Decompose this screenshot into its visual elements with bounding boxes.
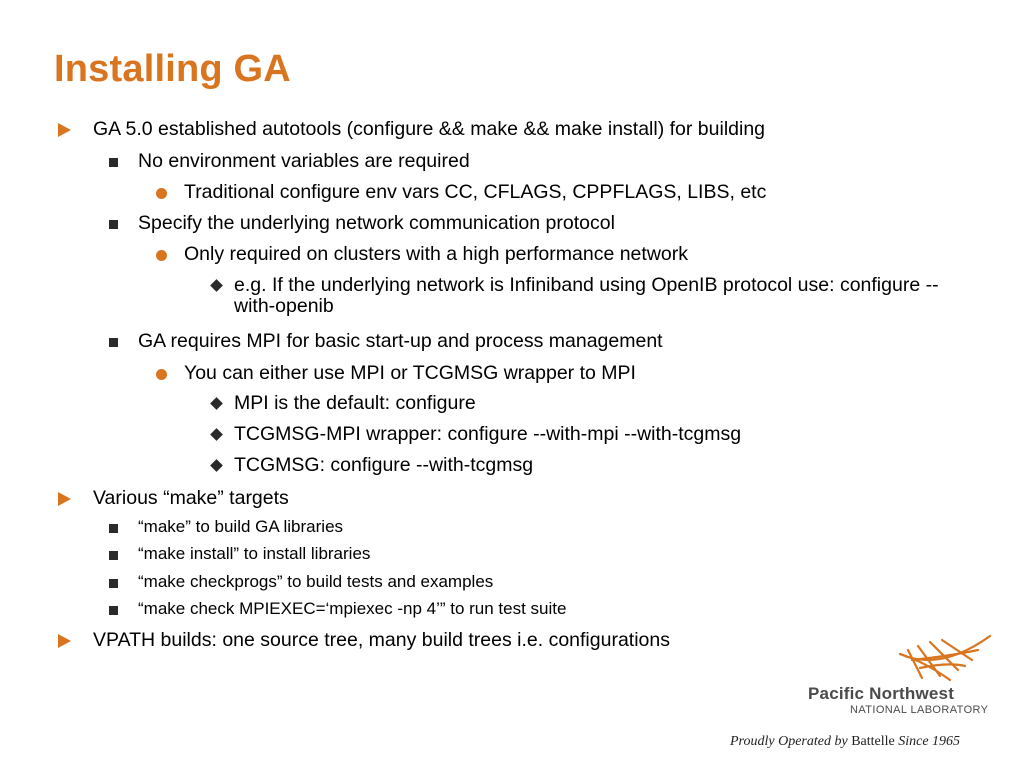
logo-subtitle: NATIONAL LABORATORY xyxy=(850,704,989,716)
bullet-text: VPATH builds: one source tree, many build trees i.e. configurations xyxy=(93,629,670,651)
diamond-bullet-icon xyxy=(210,279,223,292)
bullet-text: TCGMSG-MPI wrapper: configure --with-mpi --with-tcgmsg xyxy=(234,423,742,445)
diamond-bullet-icon xyxy=(210,397,223,410)
diamond-bullet-icon xyxy=(210,459,223,472)
bullet-text: “make check MPIEXEC=‘mpiexec -np 4’” to run test suite xyxy=(138,599,567,618)
bullet-text: “make” to build GA libraries xyxy=(138,517,344,536)
logo-name: Pacific Northwest xyxy=(808,684,955,703)
triangle-bullet-icon xyxy=(58,634,71,648)
bullet-text: Only required on clusters with a high performance network xyxy=(184,243,688,265)
bullet-text: “make install” to install libraries xyxy=(138,544,371,563)
slide-title: Installing GA xyxy=(54,48,291,90)
bullet-text: GA requires MPI for basic start-up and process management xyxy=(138,330,663,352)
bullet-text: You can either use MPI or TCGMSG wrapper to MPI xyxy=(184,362,636,384)
bullet-text: No environment variables are required xyxy=(138,150,470,172)
bullet-text: GA 5.0 established autotools (configure && make && make install) for building xyxy=(93,118,766,140)
square-bullet-icon xyxy=(109,158,118,167)
bullet-text: Specify the underlying network communication protocol xyxy=(138,212,615,234)
square-bullet-icon xyxy=(109,579,118,588)
square-bullet-icon xyxy=(109,551,118,560)
bullet-text: MPI is the default: configure xyxy=(234,392,476,414)
footer-tagline xyxy=(730,734,960,750)
triangle-bullet-icon xyxy=(58,123,71,137)
square-bullet-icon xyxy=(109,338,118,347)
dot-bullet-icon xyxy=(156,188,167,199)
bullet-text: “make checkprogs” to build tests and examples xyxy=(138,572,494,591)
bullet-text: TCGMSG: configure --with-tcgmsg xyxy=(234,454,534,476)
tagline-pre: Proudly Operated by xyxy=(730,734,848,749)
square-bullet-icon xyxy=(109,524,118,533)
triangle-bullet-icon xyxy=(58,492,71,506)
bullet-text: Traditional configure env vars CC, CFLAGS, CPPFLAGS, LIBS, etc xyxy=(184,181,767,203)
square-bullet-icon xyxy=(109,220,118,229)
bullet-text: e.g. If the underlying network is Infiniband using OpenIB protocol use: configure --with-openib xyxy=(234,274,939,317)
diamond-bullet-icon xyxy=(210,428,223,441)
square-bullet-icon xyxy=(109,606,118,615)
dot-bullet-icon xyxy=(156,250,167,261)
bullet-text: Various “make” targets xyxy=(93,487,289,509)
tagline-brand: Battelle xyxy=(851,734,895,749)
tagline-post: Since 1965 xyxy=(898,734,961,749)
dot-bullet-icon xyxy=(156,369,167,380)
